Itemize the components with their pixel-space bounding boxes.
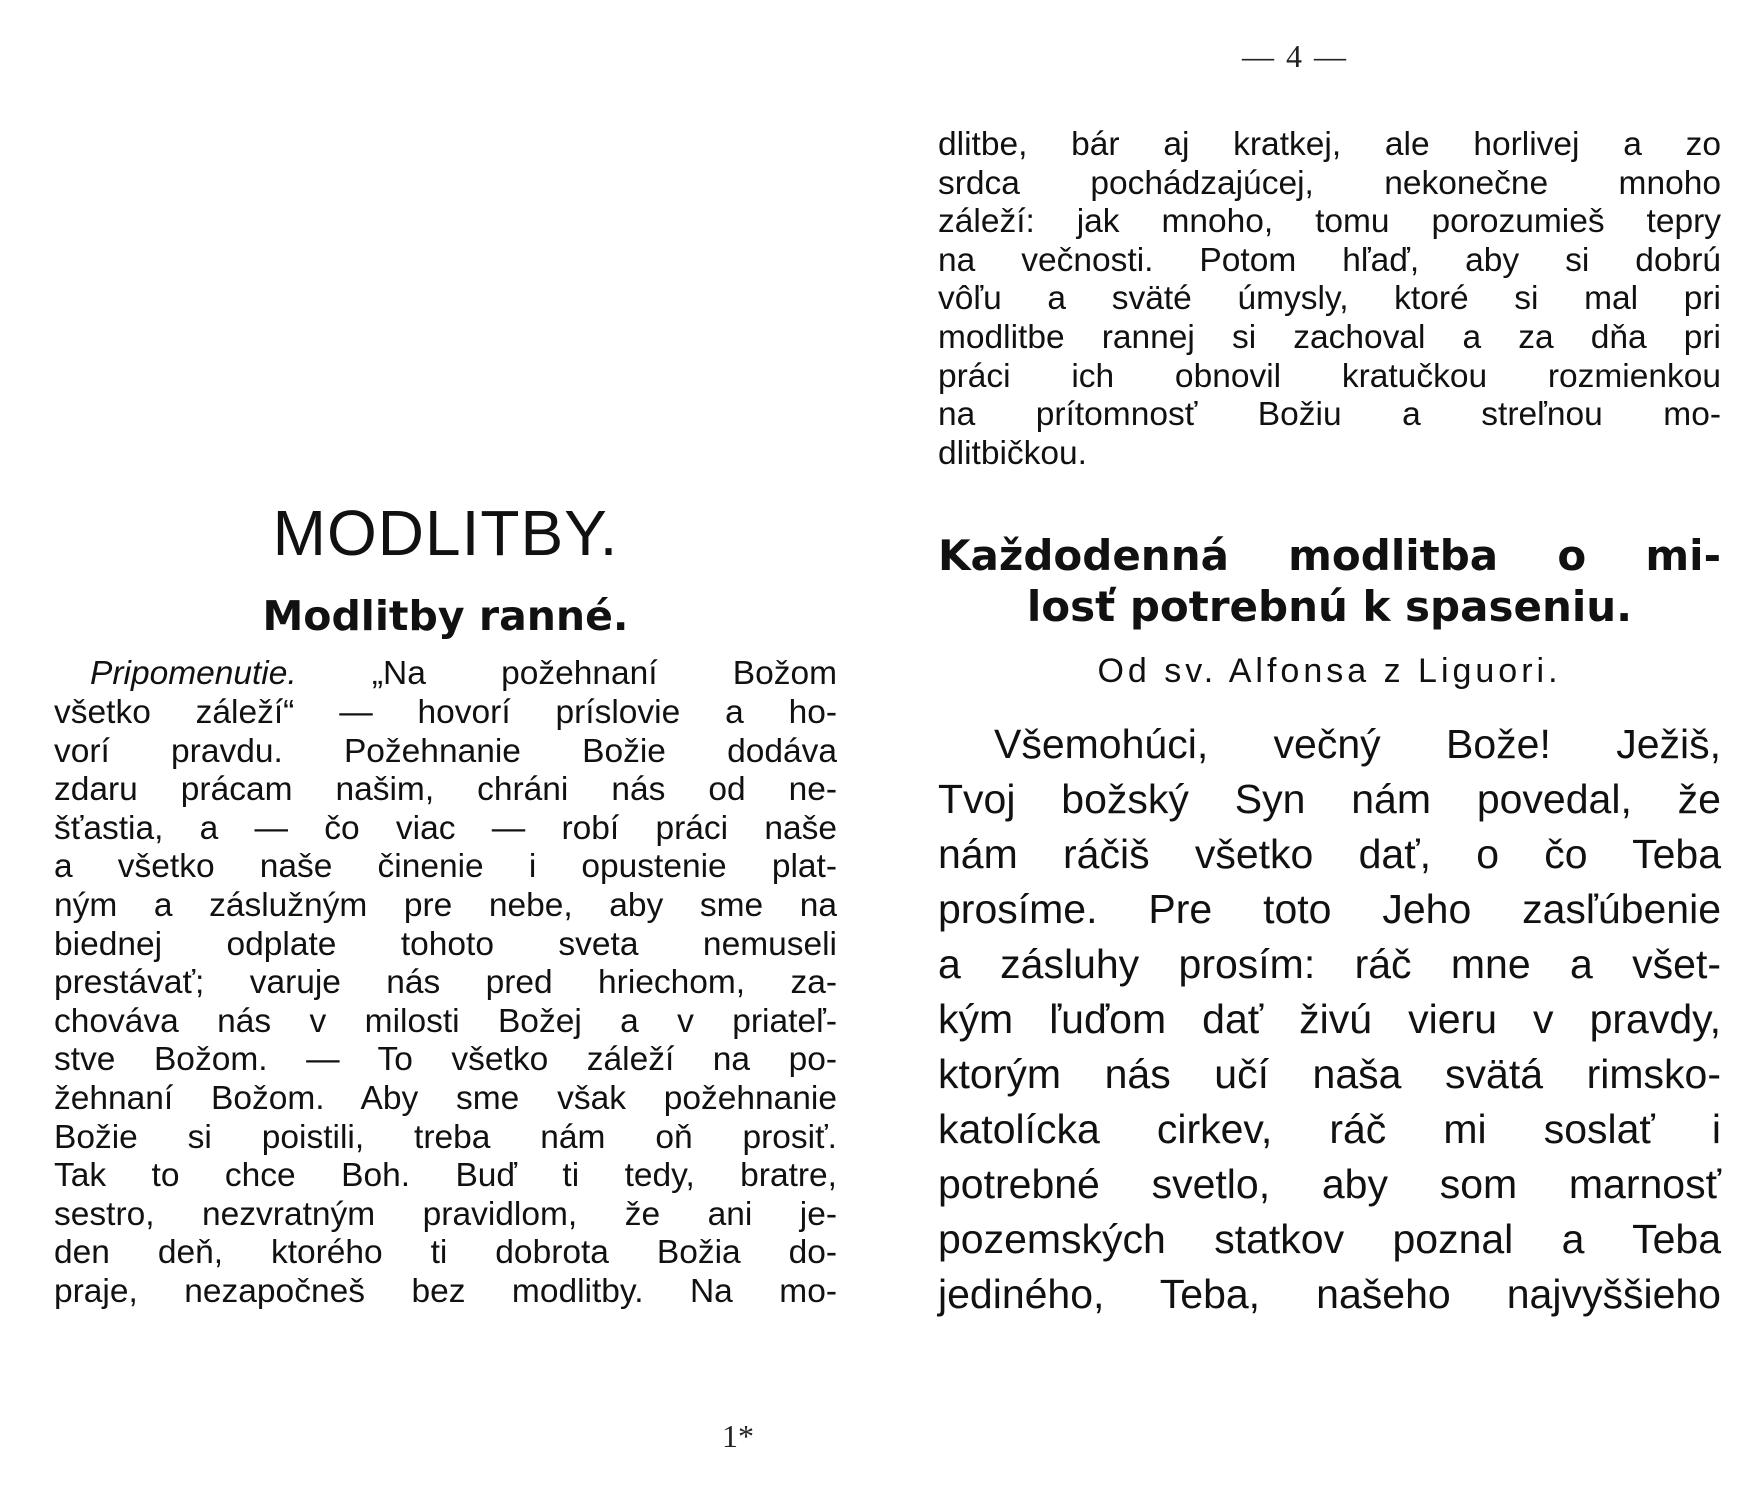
- signature-mark: 1*: [722, 1418, 754, 1454]
- paragraph-line: Pripomenutie. „Na požehnaní Božom: [90, 655, 837, 693]
- prayer-attribution: Od sv. Alfonsa z Liguori.: [1097, 652, 1562, 691]
- prayer-line: pozemských statkov poznal a Teba: [938, 1216, 1721, 1263]
- paragraph-line: na prítomnosť Božiu a streľnou mo-: [938, 396, 1721, 434]
- lead-word: Pripomenutie.: [90, 655, 297, 693]
- prayer-paragraph: [938, 717, 1721, 1322]
- paragraph-line: chováva nás v milosti Božej a v priateľ-: [54, 1002, 837, 1040]
- prayer-line: a zásluhy prosím: ráč mne a všet-: [938, 941, 1721, 988]
- section-title-daily-prayer: [938, 531, 1721, 632]
- paragraph-line: modlitbe rannej si zachoval a za dňa pri: [938, 318, 1721, 356]
- prayer-line: ktorým nás učí naša svätá rimsko-: [938, 1051, 1721, 1098]
- paragraph-line: zdaru prácam našim, chráni nás od ne-: [54, 771, 837, 809]
- paragraph-line: na večnosti. Potom hľaď, aby si dobrú: [938, 241, 1721, 279]
- paragraph-line: a všetko naše činenie i opustenie plat-: [54, 848, 837, 886]
- paragraph-line: všetko záleží“ — hovorí príslovie a ho-: [54, 694, 837, 732]
- paragraph-line: Božie si poistili, treba nám oň prosiť.: [54, 1118, 837, 1156]
- right-page: [879, 0, 1758, 1500]
- paragraph-line: dlitbičkou.: [938, 434, 1087, 472]
- page-number: — 4 —: [1242, 38, 1348, 74]
- paragraph-line: den deň, ktorého ti dobrota Božia do-: [54, 1234, 837, 1272]
- paragraph-line: biednej odplate tohoto sveta nemuseli: [54, 925, 837, 963]
- paragraph-line: Tak to chce Boh. Buď ti tedy, bratre,: [54, 1157, 837, 1195]
- reminder-paragraph: [54, 655, 837, 1311]
- prayer-line: jediného, Teba, našeho najvyššieho: [938, 1271, 1721, 1318]
- paragraph-line: vorí pravdu. Požehnanie Božie dodáva: [54, 732, 837, 770]
- prayer-line: kým ľuďom dať živú vieru v pravdy,: [938, 996, 1721, 1043]
- paragraph-line: žehnaní Božom. Aby sme však požehnanie: [54, 1080, 837, 1118]
- paragraph-line: prestávať; varuje nás pred hriechom, za-: [54, 964, 837, 1002]
- paragraph-line: stve Božom. — To všetko záleží na po-: [54, 1041, 837, 1079]
- prayer-line: Tvoj božský Syn nám povedal, že: [938, 776, 1721, 823]
- paragraph-line: šťastia, a — čo viac — robí práci naše: [54, 809, 837, 847]
- prayer-line: potrebné svetlo, aby som marnosť: [938, 1161, 1721, 1208]
- paragraph-line: praje, nezapočneš bez modlitby. Na mo-: [54, 1272, 837, 1310]
- prayer-line: katolícka cirkev, ráč mi soslať i: [938, 1106, 1721, 1153]
- section-title-line: Každodenná modlitba o mi-: [938, 531, 1721, 581]
- right-column: [938, 126, 1721, 1322]
- paragraph-line: dlitbe, bár aj kratkej, ale horlivej a zo: [938, 126, 1721, 163]
- paragraph-line: sestro, nezvratným pravidlom, že ani je-: [54, 1195, 837, 1233]
- prayer-line: nám ráčiš všetko dať, o čo Teba: [938, 831, 1721, 878]
- continuation-paragraph: [938, 126, 1721, 473]
- prayer-line: prosíme. Pre toto Jeho zasľúbenie: [938, 886, 1721, 933]
- paragraph-line: ným a záslužným pre nebe, aby sme na: [54, 887, 837, 925]
- paragraph-line: záleží: jak mnoho, tomu porozumieš tepry: [938, 203, 1721, 241]
- left-column: [54, 498, 837, 1312]
- paragraph-line: srdca pochádzajúcej, nekonečne mnoho: [938, 164, 1721, 202]
- section-title-line: losť potrebnú k spaseniu.: [1026, 581, 1633, 631]
- paragraph-line: práci ich obnovil kratučkou rozmienkou: [938, 357, 1721, 395]
- prayer-line: Všemohúci, večný Bože! Ježiš,: [994, 721, 1721, 768]
- section-title-morning-prayers: Modlitby ranné.: [262, 592, 629, 641]
- chapter-title: MODLITBY.: [272, 497, 619, 569]
- paragraph-line: vôľu a sväté úmysly, ktoré si mal pri: [938, 280, 1721, 318]
